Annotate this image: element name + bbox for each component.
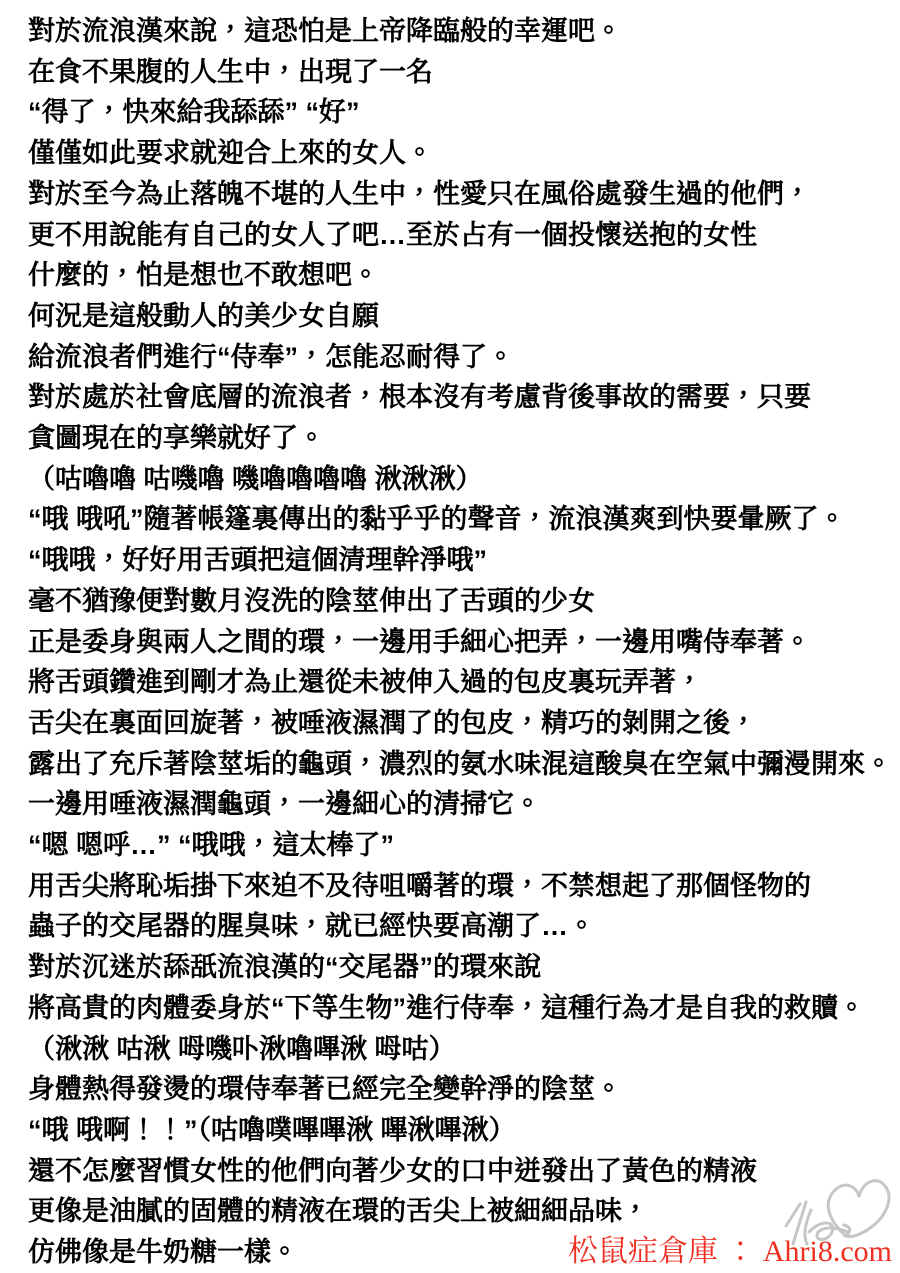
text-line: 仿佛像是牛奶糖一樣。 [28,1237,298,1268]
text-line: 更像是油膩的固體的精液在環的舌尖上被細細品味， [28,1196,649,1227]
text-line: “嗯 嗯呼…” “哦哦，這太棒了” [28,830,395,861]
text-line: （湫湫 咕湫 呣嘰卟湫嚕嗶湫 呣咕） [28,1033,456,1064]
text-line: “哦哦，好好用舌頭把這個清理幹淨哦” [28,545,487,576]
text-line: 對於處於社會底層的流浪者，根本沒有考慮背後事故的需要，只要 [28,382,811,413]
text-line: 對於流浪漢來說，這恐怕是上帝降臨般的幸運吧。 [28,16,622,46]
text-line: 身體熱得發燙的環侍奉著已經完全變幹淨的陰莖。 [28,1074,622,1105]
story-text-block [28,11,894,1273]
text-line: “哦 哦啊！！”（咕嚕噗嗶嗶湫 嗶湫嗶湫） [28,1114,516,1145]
text-line: 什麼的，怕是想也不敢想吧。 [28,260,379,291]
text-line: 對於沉迷於舔舐流浪漢的“交尾器”的環來說 [28,952,541,983]
text-line: 貪圖現在的享樂就好了。 [28,423,325,454]
text-line: 正是委身與兩人之間的環，一邊用手細心把弄，一邊用嘴侍奉著。 [28,626,811,657]
text-line: （咕嚕嚕 咕嘰嚕 嘰嚕嚕嚕嚕 湫湫湫） [28,463,483,494]
text-line: 還不怎麼習慣女性的他們向著少女的口中迸發出了黃色的精液 [28,1155,757,1186]
text-line: 在食不果腹的人生中，出現了一名 [28,56,433,87]
text-line: 對於至今為止落魄不堪的人生中，性愛只在風俗處發生過的他們， [28,178,811,209]
text-line: 僅僅如此要求就迎合上來的女人。 [28,138,433,169]
text-line: 將舌頭鑽進到剛才為止還從未被伸入過的包皮裏玩弄著， [28,667,703,698]
text-line: “得了，快來給我舔舔” “好” [28,97,360,128]
text-line: “哦 哦吼”隨著帳篷裏傳出的黏乎乎的聲音，流浪漢爽到快要暈厥了。 [28,504,846,535]
text-line: 毫不猶豫便對數月沒洗的陰莖伸出了舌頭的少女 [28,585,595,616]
text-line: 舌尖在裏面回旋著，被唾液濕潤了的包皮，精巧的剝開之後， [28,707,757,738]
text-line: 何況是這般動人的美少女自願 [28,300,379,331]
text-line: 蟲子的交尾器的腥臭味，就已經快要高潮了…。 [28,911,595,942]
text-line: 給流浪者們進行“侍奉”，怎能忍耐得了。 [28,341,514,372]
text-line: 露出了充斥著陰莖垢的龜頭，濃烈的氨水味混這酸臭在空氣中彌漫開來。 [28,748,892,779]
text-line: 用舌尖將恥垢掛下來迫不及待咀嚼著的環，不禁想起了那個怪物的 [28,870,811,901]
text-line: 更不用說能有自己的女人了吧…至於占有一個投懷送抱的女性 [28,219,757,250]
text-line: 一邊用唾液濕潤龜頭，一邊細心的清掃它。 [28,789,541,820]
watermark: 松鼠症倉庫 ： Ahri8.com [567,1235,892,1268]
text-line: 將高貴的肉體委身於“下等生物”進行侍奉，這種行為才是自我的救贖。 [28,992,865,1023]
